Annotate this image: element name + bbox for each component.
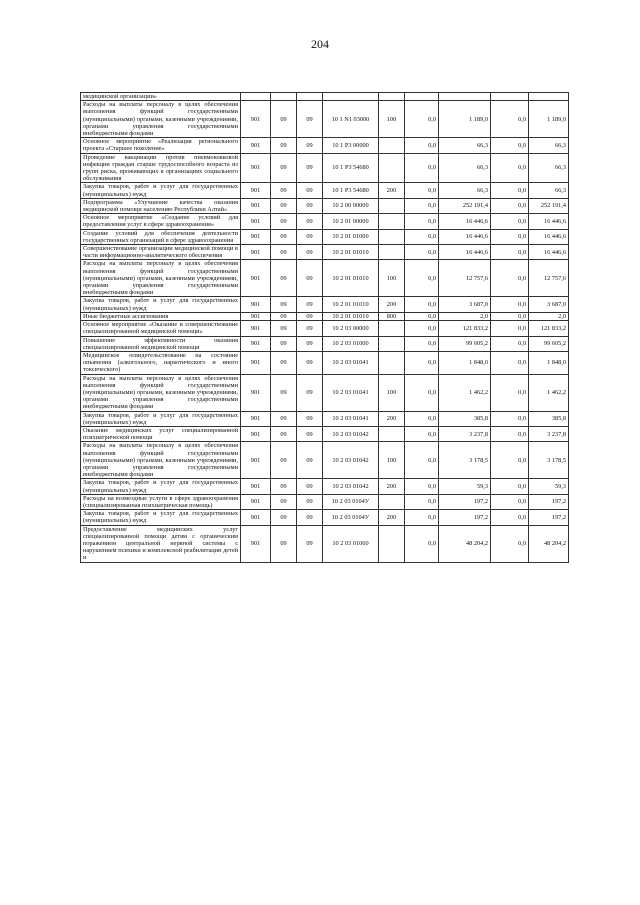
row-code-cell: 901 xyxy=(241,214,271,229)
row-value-2-cell: 385,8 xyxy=(439,411,491,426)
row-expense-type-cell: 200 xyxy=(379,479,405,494)
row-target-article-cell: 10 1 P3 54680 xyxy=(323,183,379,198)
row-value-1-cell xyxy=(405,93,439,101)
row-expense-type-cell xyxy=(379,229,405,244)
row-value-1-cell: 0,0 xyxy=(405,153,439,183)
row-value-2-cell: 3 178,5 xyxy=(439,442,491,479)
row-value-4-cell: 3 178,5 xyxy=(529,442,569,479)
row-value-2-cell: 2,0 xyxy=(439,312,491,320)
row-value-4-cell: 1 462,2 xyxy=(529,374,569,411)
row-value-2-cell: 3 237,8 xyxy=(439,426,491,441)
row-target-article-cell: 10 2 03 01000 xyxy=(323,336,379,351)
row-name-cell: Создание условий для обеспечения деятельности государственных организаций в сфере здравоохранения xyxy=(81,229,241,244)
row-value-2-cell: 16 446,6 xyxy=(439,245,491,260)
row-value-1-cell: 0,0 xyxy=(405,101,439,138)
row-value-4-cell: 197,2 xyxy=(529,494,569,509)
row-subsection-cell: 09 xyxy=(297,229,323,244)
table-row xyxy=(81,101,569,138)
row-value-2-cell: 99 605,2 xyxy=(439,336,491,351)
table-row xyxy=(81,229,569,244)
row-target-article-cell: 10 2 03 01042 xyxy=(323,442,379,479)
row-code-cell: 901 xyxy=(241,101,271,138)
row-value-4-cell: 99 605,2 xyxy=(529,336,569,351)
row-section-cell: 09 xyxy=(271,525,297,562)
row-name-cell: Закупка товаров, работ и услуг для государственных (муниципальных) нужд xyxy=(81,479,241,494)
row-expense-type-cell: 100 xyxy=(379,260,405,297)
row-value-1-cell: 0,0 xyxy=(405,260,439,297)
row-name-cell: Закупка товаров, работ и услуг для государственных (муниципальных) нужд xyxy=(81,411,241,426)
row-code-cell: 901 xyxy=(241,510,271,525)
row-value-1-cell: 0,0 xyxy=(405,336,439,351)
row-value-2-cell: 48 204,2 xyxy=(439,525,491,562)
row-target-article-cell: 10 2 01 00000 xyxy=(323,214,379,229)
row-subsection-cell xyxy=(297,93,323,101)
row-section-cell: 09 xyxy=(271,101,297,138)
row-name-cell: медицинской организации» xyxy=(81,93,241,101)
row-value-1-cell: 0,0 xyxy=(405,297,439,312)
row-subsection-cell: 09 xyxy=(297,494,323,509)
row-name-cell: Медицинское освидетельствование на состояние опьянения (алкогольного, наркотического и иного токсического) xyxy=(81,351,241,374)
row-target-article-cell: 10 2 01 01010 xyxy=(323,297,379,312)
row-target-article-cell: 10 2 01 01000 xyxy=(323,229,379,244)
row-value-2-cell: 1 462,2 xyxy=(439,374,491,411)
row-expense-type-cell xyxy=(379,494,405,509)
row-value-1-cell: 0,0 xyxy=(405,214,439,229)
row-target-article-cell: 10 1 P3 54680 xyxy=(323,153,379,183)
row-subsection-cell: 09 xyxy=(297,183,323,198)
row-name-cell: Предоставление медицинских услуг специализированной помощи детям с органическим поражением центральной нервной системы с нарушением психики и комплексной реабилитации детей и xyxy=(81,525,241,562)
row-code-cell: 901 xyxy=(241,312,271,320)
row-code-cell: 901 xyxy=(241,229,271,244)
row-name-cell: Расходы на выплаты персоналу в целях обеспечения выполнения функций государственными (муниципальными) органами, казенными учреждениями, органами управления государственными внебюджетными фондами xyxy=(81,374,241,411)
row-value-4-cell: 12 757,6 xyxy=(529,260,569,297)
table-row xyxy=(81,411,569,426)
row-target-article-cell: 10 2 03 0104У xyxy=(323,510,379,525)
table-row xyxy=(81,494,569,509)
row-section-cell: 09 xyxy=(271,510,297,525)
row-expense-type-cell xyxy=(379,351,405,374)
row-subsection-cell: 09 xyxy=(297,260,323,297)
row-code-cell: 901 xyxy=(241,198,271,213)
row-section-cell: 09 xyxy=(271,494,297,509)
row-subsection-cell: 09 xyxy=(297,426,323,441)
row-code-cell: 901 xyxy=(241,494,271,509)
row-section-cell: 09 xyxy=(271,297,297,312)
row-target-article-cell: 10 2 03 01042 xyxy=(323,479,379,494)
row-value-2-cell xyxy=(439,93,491,101)
row-value-3-cell: 0,0 xyxy=(491,260,529,297)
row-subsection-cell: 09 xyxy=(297,479,323,494)
row-name-cell: Повышение эффективности оказания специализированной медицинской помощи xyxy=(81,336,241,351)
row-section-cell: 09 xyxy=(271,411,297,426)
row-name-cell: Расходы на выплаты персоналу в целях обеспечения выполнения функций государственными (муниципальными) органами, казенными учреждениями, органами управления государственными внебюджетными фондами xyxy=(81,442,241,479)
row-value-2-cell: 12 757,6 xyxy=(439,260,491,297)
row-name-cell: Основное мероприятие «Реализация регионального проекта «Старшее поколение» xyxy=(81,138,241,153)
row-value-3-cell: 0,0 xyxy=(491,198,529,213)
row-value-3-cell: 0,0 xyxy=(491,336,529,351)
row-value-1-cell: 0,0 xyxy=(405,374,439,411)
row-value-1-cell: 0,0 xyxy=(405,183,439,198)
row-value-4-cell: 385,8 xyxy=(529,411,569,426)
row-code-cell xyxy=(241,93,271,101)
row-code-cell: 901 xyxy=(241,245,271,260)
row-subsection-cell: 09 xyxy=(297,245,323,260)
row-value-3-cell: 0,0 xyxy=(491,229,529,244)
row-section-cell: 09 xyxy=(271,198,297,213)
row-expense-type-cell xyxy=(379,426,405,441)
row-target-article-cell: 10 2 01 01010 xyxy=(323,245,379,260)
row-code-cell: 901 xyxy=(241,426,271,441)
row-subsection-cell: 09 xyxy=(297,198,323,213)
row-value-1-cell: 0,0 xyxy=(405,351,439,374)
row-target-article-cell: 10 2 03 01060 xyxy=(323,525,379,562)
row-name-cell: Проведение вакцинации против пневмококковой инфекции граждан старше трудоспособного возраста из групп риска, проживающих в организациях социального обслуживания xyxy=(81,153,241,183)
row-value-3-cell: 0,0 xyxy=(491,297,529,312)
row-subsection-cell: 09 xyxy=(297,411,323,426)
row-code-cell: 901 xyxy=(241,153,271,183)
row-value-3-cell: 0,0 xyxy=(491,321,529,336)
row-section-cell: 09 xyxy=(271,214,297,229)
row-value-3-cell: 0,0 xyxy=(491,153,529,183)
row-code-cell: 901 xyxy=(241,351,271,374)
row-subsection-cell: 09 xyxy=(297,214,323,229)
row-subsection-cell: 09 xyxy=(297,510,323,525)
table-row xyxy=(81,374,569,411)
row-value-2-cell: 16 446,6 xyxy=(439,214,491,229)
row-value-1-cell: 0,0 xyxy=(405,442,439,479)
row-section-cell xyxy=(271,93,297,101)
row-target-article-cell: 10 2 03 01041 xyxy=(323,351,379,374)
row-value-4-cell: 66,3 xyxy=(529,183,569,198)
row-subsection-cell: 09 xyxy=(297,336,323,351)
row-target-article-cell: 10 2 03 0104У xyxy=(323,494,379,509)
row-value-3-cell: 0,0 xyxy=(491,426,529,441)
row-value-1-cell: 0,0 xyxy=(405,321,439,336)
budget-table xyxy=(80,92,569,563)
row-subsection-cell: 09 xyxy=(297,351,323,374)
row-target-article-cell: 10 2 01 01010 xyxy=(323,260,379,297)
row-target-article-cell xyxy=(323,93,379,101)
row-value-2-cell: 1 189,0 xyxy=(439,101,491,138)
row-value-3-cell: 0,0 xyxy=(491,374,529,411)
table-row xyxy=(81,214,569,229)
row-name-cell: Закупка товаров, работ и услуг для государственных (муниципальных) нужд xyxy=(81,183,241,198)
row-value-3-cell: 0,0 xyxy=(491,510,529,525)
row-expense-type-cell xyxy=(379,214,405,229)
row-value-3-cell: 0,0 xyxy=(491,494,529,509)
row-name-cell: Основное мероприятие «Оказание и совершенствование специализированной медицинской помощи» xyxy=(81,321,241,336)
row-value-3-cell: 0,0 xyxy=(491,214,529,229)
row-code-cell: 901 xyxy=(241,442,271,479)
row-target-article-cell: 10 2 00 00000 xyxy=(323,198,379,213)
row-name-cell: Иные бюджетные ассигнования xyxy=(81,312,241,320)
row-expense-type-cell xyxy=(379,153,405,183)
row-value-4-cell: 252 191,4 xyxy=(529,198,569,213)
table-row xyxy=(81,525,569,562)
row-code-cell: 901 xyxy=(241,411,271,426)
row-expense-type-cell xyxy=(379,336,405,351)
row-value-2-cell: 59,3 xyxy=(439,479,491,494)
page-number: 204 xyxy=(311,37,329,51)
table-row xyxy=(81,93,569,101)
row-subsection-cell: 09 xyxy=(297,321,323,336)
row-section-cell: 09 xyxy=(271,138,297,153)
row-name-cell: Закупка товаров, работ и услуг для государственных (муниципальных) нужд xyxy=(81,297,241,312)
row-value-4-cell: 48 204,2 xyxy=(529,525,569,562)
row-expense-type-cell: 100 xyxy=(379,374,405,411)
row-value-3-cell: 0,0 xyxy=(491,525,529,562)
row-section-cell: 09 xyxy=(271,336,297,351)
row-target-article-cell: 10 2 03 01041 xyxy=(323,374,379,411)
row-section-cell: 09 xyxy=(271,260,297,297)
row-value-1-cell: 0,0 xyxy=(405,479,439,494)
row-value-3-cell: 0,0 xyxy=(491,101,529,138)
row-value-1-cell: 0,0 xyxy=(405,312,439,320)
row-code-cell: 901 xyxy=(241,374,271,411)
row-value-3-cell: 0,0 xyxy=(491,138,529,153)
row-expense-type-cell: 200 xyxy=(379,411,405,426)
row-section-cell: 09 xyxy=(271,312,297,320)
row-value-2-cell: 66,3 xyxy=(439,138,491,153)
row-section-cell: 09 xyxy=(271,229,297,244)
row-target-article-cell: 10 1 N1 03000 xyxy=(323,101,379,138)
table-row xyxy=(81,183,569,198)
table-row xyxy=(81,321,569,336)
row-expense-type-cell xyxy=(379,198,405,213)
row-value-1-cell: 0,0 xyxy=(405,494,439,509)
row-value-2-cell: 121 833,2 xyxy=(439,321,491,336)
row-subsection-cell: 09 xyxy=(297,153,323,183)
row-value-2-cell: 66,3 xyxy=(439,183,491,198)
row-value-3-cell: 0,0 xyxy=(491,411,529,426)
row-value-1-cell: 0,0 xyxy=(405,525,439,562)
row-expense-type-cell xyxy=(379,93,405,101)
row-value-2-cell: 66,3 xyxy=(439,153,491,183)
row-name-cell: Расходы на выплаты персоналу в целях обеспечения выполнения функций государственными (муниципальными) органами, казенными учреждениями, органами управления государственными внебюджетными фондами xyxy=(81,260,241,297)
table-row xyxy=(81,198,569,213)
row-expense-type-cell: 200 xyxy=(379,183,405,198)
row-value-4-cell: 3 237,8 xyxy=(529,426,569,441)
row-name-cell: Основное мероприятие «Создание условий для предоставления услуг в сфере здравоохранения» xyxy=(81,214,241,229)
row-value-3-cell: 0,0 xyxy=(491,479,529,494)
table-row xyxy=(81,245,569,260)
table-row xyxy=(81,312,569,320)
row-section-cell: 09 xyxy=(271,351,297,374)
table-row xyxy=(81,138,569,153)
table-row xyxy=(81,442,569,479)
row-code-cell: 901 xyxy=(241,525,271,562)
row-value-2-cell: 197,2 xyxy=(439,494,491,509)
row-expense-type-cell xyxy=(379,138,405,153)
row-value-4-cell: 16 446,6 xyxy=(529,214,569,229)
row-section-cell: 09 xyxy=(271,479,297,494)
row-target-article-cell: 10 2 03 01042 xyxy=(323,426,379,441)
row-value-3-cell: 0,0 xyxy=(491,183,529,198)
row-value-4-cell xyxy=(529,93,569,101)
row-code-cell: 901 xyxy=(241,321,271,336)
row-section-cell: 09 xyxy=(271,183,297,198)
row-subsection-cell: 09 xyxy=(297,442,323,479)
row-expense-type-cell xyxy=(379,321,405,336)
row-target-article-cell: 10 2 03 01041 xyxy=(323,411,379,426)
row-value-4-cell: 121 833,2 xyxy=(529,321,569,336)
row-code-cell: 901 xyxy=(241,183,271,198)
table-row xyxy=(81,351,569,374)
row-code-cell: 901 xyxy=(241,260,271,297)
row-code-cell: 901 xyxy=(241,138,271,153)
table-row xyxy=(81,479,569,494)
row-section-cell: 09 xyxy=(271,321,297,336)
row-value-3-cell: 0,0 xyxy=(491,351,529,374)
row-value-4-cell: 16 446,6 xyxy=(529,229,569,244)
row-subsection-cell: 09 xyxy=(297,525,323,562)
row-value-1-cell: 0,0 xyxy=(405,411,439,426)
row-value-1-cell: 0,0 xyxy=(405,198,439,213)
row-name-cell: Оказание медицинских услуг специализированной психиатрической помощи xyxy=(81,426,241,441)
row-code-cell: 901 xyxy=(241,297,271,312)
row-section-cell: 09 xyxy=(271,374,297,411)
table-row xyxy=(81,260,569,297)
row-target-article-cell: 10 2 03 00000 xyxy=(323,321,379,336)
row-target-article-cell: 10 2 01 01010 xyxy=(323,312,379,320)
row-subsection-cell: 09 xyxy=(297,101,323,138)
row-expense-type-cell: 100 xyxy=(379,101,405,138)
row-expense-type-cell: 200 xyxy=(379,297,405,312)
row-name-cell: Расходы на возмездные услуги в сфере здравоохранения (специализированная психиатрическая помощь) xyxy=(81,494,241,509)
row-value-2-cell: 197,2 xyxy=(439,510,491,525)
row-value-4-cell: 59,3 xyxy=(529,479,569,494)
table-row xyxy=(81,336,569,351)
row-name-cell: Подпрограмма «Улучшение качества оказания медицинской помощи населению Республики Алтай» xyxy=(81,198,241,213)
row-target-article-cell: 10 1 P3 00000 xyxy=(323,138,379,153)
row-value-4-cell: 3 687,0 xyxy=(529,297,569,312)
row-section-cell: 09 xyxy=(271,153,297,183)
row-name-cell: Совершенствование организации медицинской помощи в части информационно-аналитического обеспечения xyxy=(81,245,241,260)
row-subsection-cell: 09 xyxy=(297,312,323,320)
row-expense-type-cell xyxy=(379,245,405,260)
row-expense-type-cell: 200 xyxy=(379,510,405,525)
row-code-cell: 901 xyxy=(241,336,271,351)
row-value-3-cell: 0,0 xyxy=(491,442,529,479)
row-name-cell: Расходы на выплаты персоналу в целях обеспечения выполнения функций государственными (муниципальными) органами, казенными учреждениями, органами управления государственными внебюджетными фондами xyxy=(81,101,241,138)
row-value-4-cell: 197,2 xyxy=(529,510,569,525)
row-value-4-cell: 1 848,0 xyxy=(529,351,569,374)
row-subsection-cell: 09 xyxy=(297,374,323,411)
row-value-4-cell: 2,0 xyxy=(529,312,569,320)
row-value-4-cell: 16 446,6 xyxy=(529,245,569,260)
row-value-1-cell: 0,0 xyxy=(405,510,439,525)
row-value-2-cell: 3 687,0 xyxy=(439,297,491,312)
row-value-2-cell: 16 446,6 xyxy=(439,229,491,244)
row-value-4-cell: 66,3 xyxy=(529,153,569,183)
row-value-3-cell: 0,0 xyxy=(491,312,529,320)
table-row xyxy=(81,510,569,525)
row-value-1-cell: 0,0 xyxy=(405,138,439,153)
row-section-cell: 09 xyxy=(271,426,297,441)
row-code-cell: 901 xyxy=(241,479,271,494)
row-expense-type-cell xyxy=(379,525,405,562)
row-subsection-cell: 09 xyxy=(297,138,323,153)
row-value-4-cell: 1 189,0 xyxy=(529,101,569,138)
table-row xyxy=(81,153,569,183)
row-value-1-cell: 0,0 xyxy=(405,426,439,441)
row-value-4-cell: 66,3 xyxy=(529,138,569,153)
row-section-cell: 09 xyxy=(271,245,297,260)
row-value-1-cell: 0,0 xyxy=(405,229,439,244)
row-value-2-cell: 252 191,4 xyxy=(439,198,491,213)
row-subsection-cell: 09 xyxy=(297,297,323,312)
row-section-cell: 09 xyxy=(271,442,297,479)
table-row xyxy=(81,426,569,441)
row-value-3-cell xyxy=(491,93,529,101)
row-expense-type-cell: 100 xyxy=(379,442,405,479)
row-value-1-cell: 0,0 xyxy=(405,245,439,260)
row-value-2-cell: 1 848,0 xyxy=(439,351,491,374)
row-expense-type-cell: 800 xyxy=(379,312,405,320)
row-name-cell: Закупка товаров, работ и услуг для государственных (муниципальных) нужд xyxy=(81,510,241,525)
row-value-3-cell: 0,0 xyxy=(491,245,529,260)
table-row xyxy=(81,297,569,312)
